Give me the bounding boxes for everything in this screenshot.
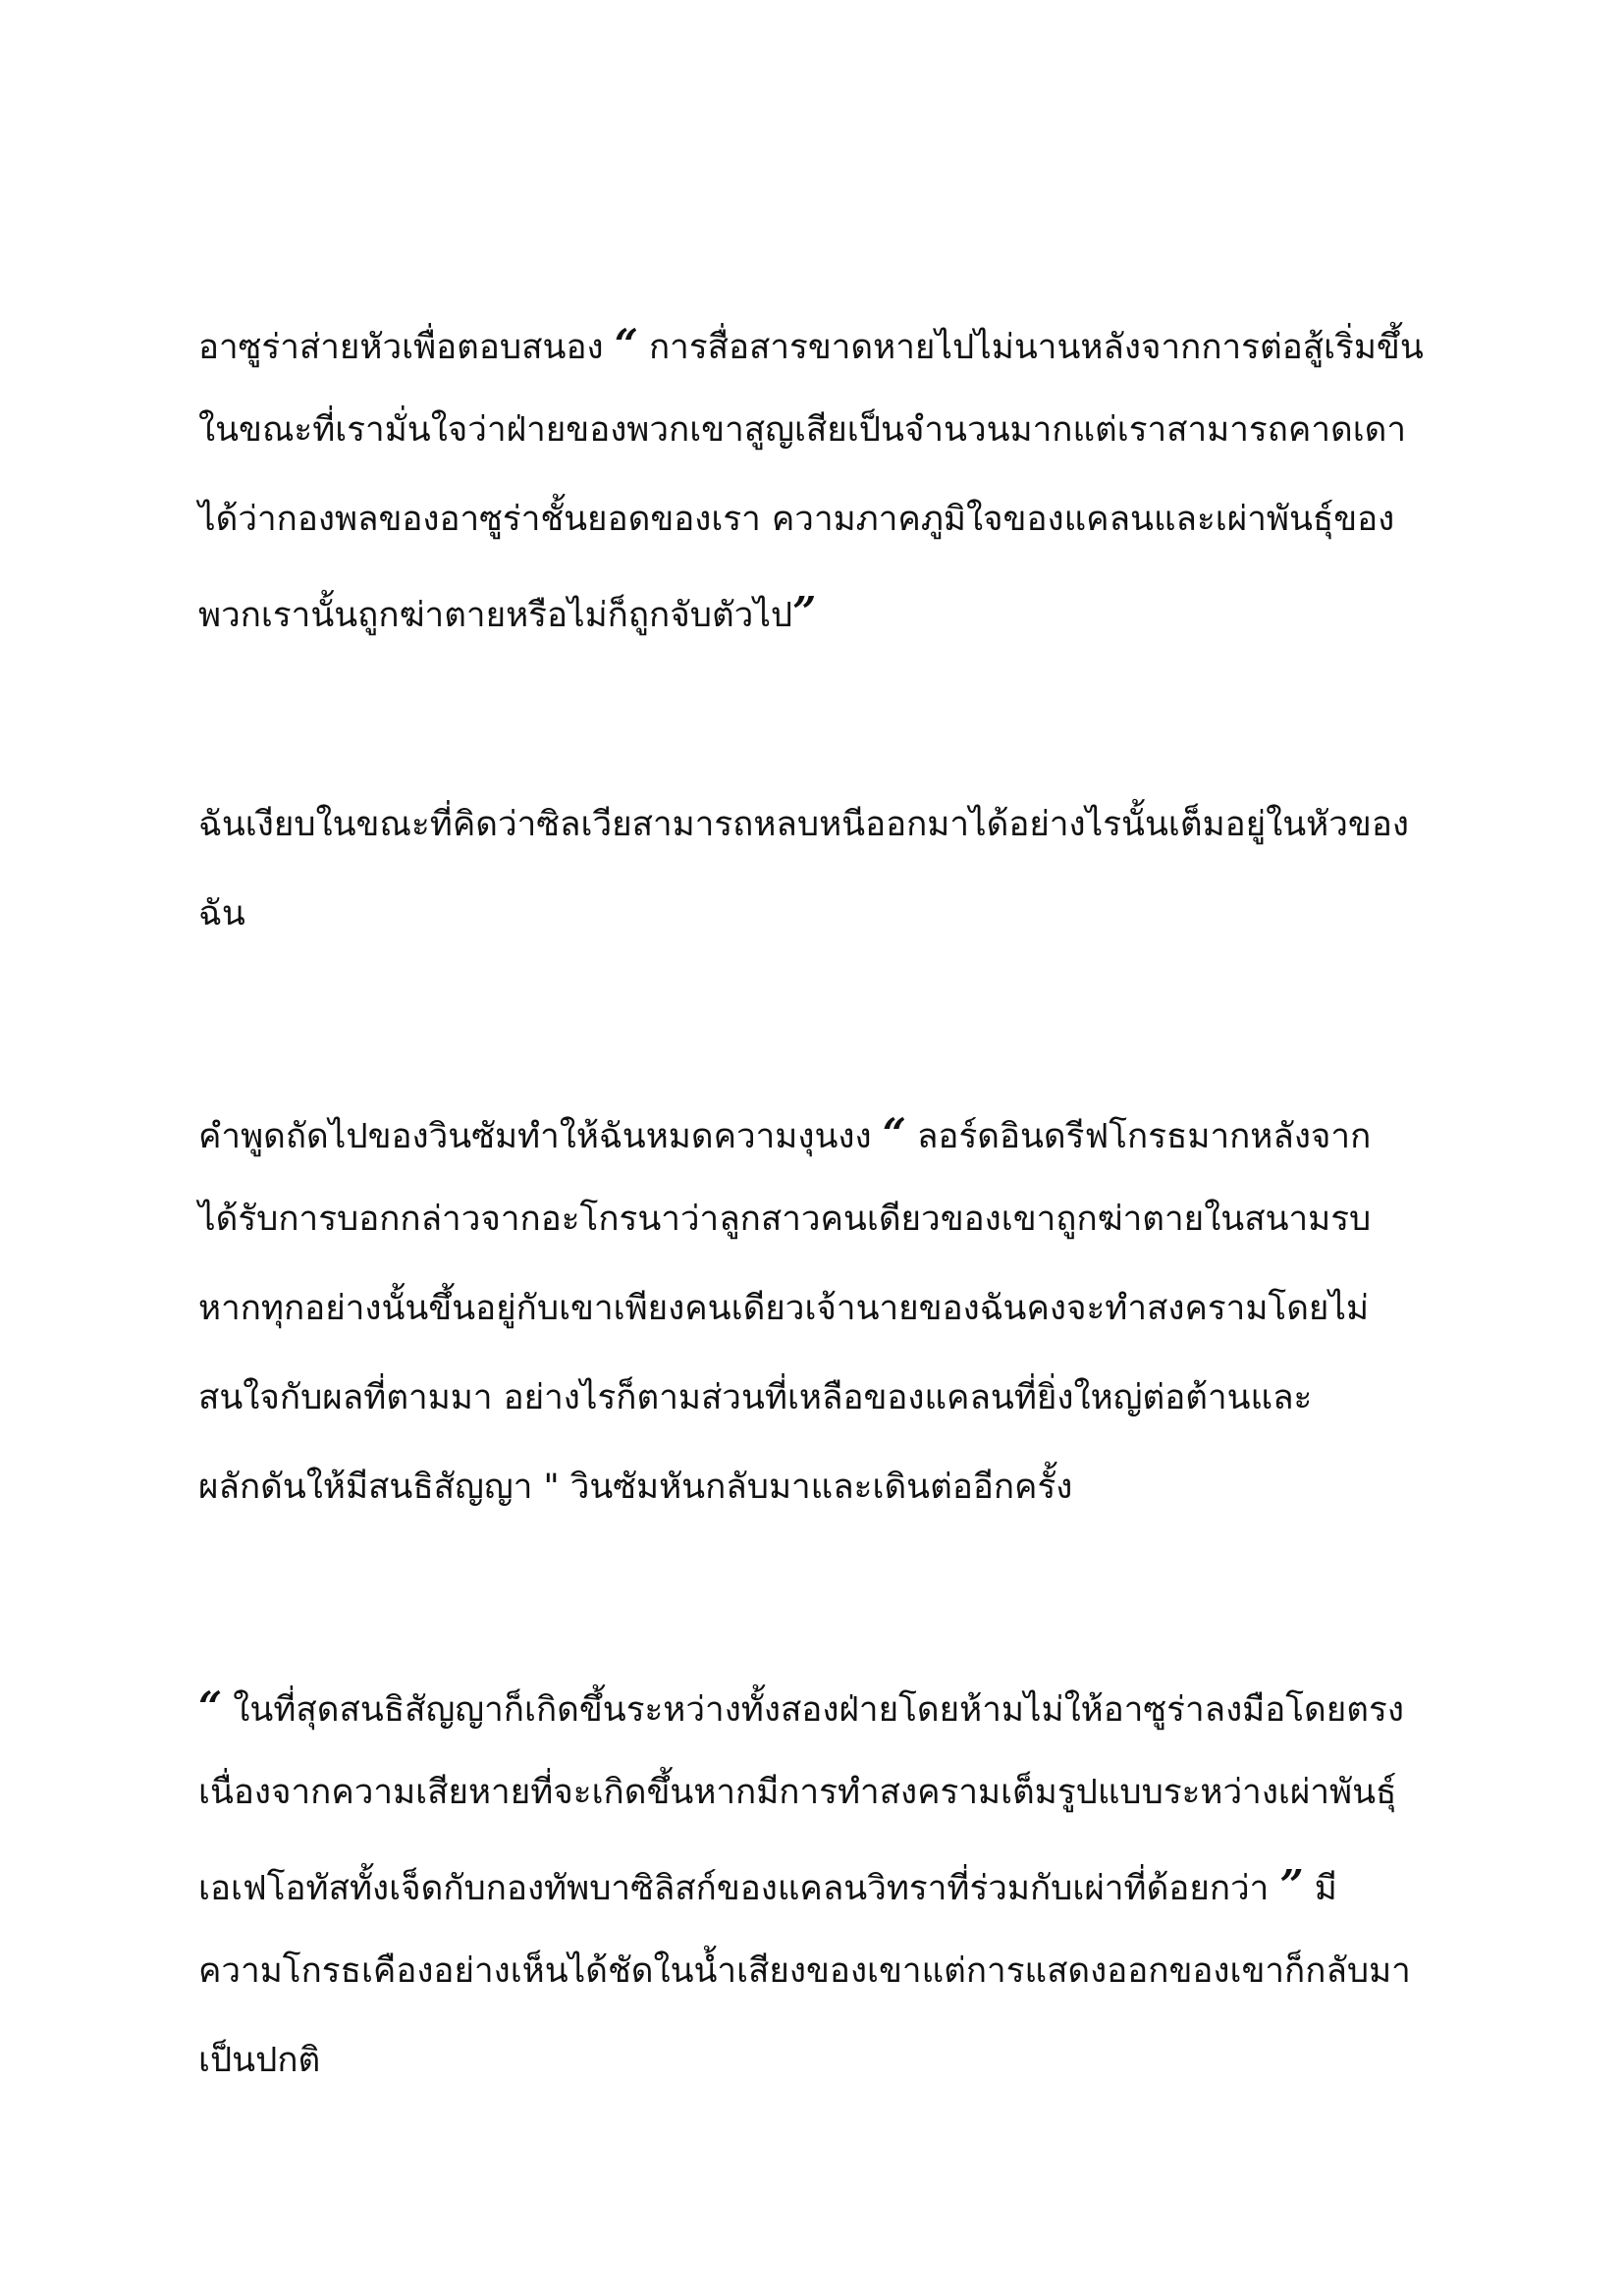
text-line: หากทุกอย่างนั้นขึ้นอยู่กับเขาเพียงคนเดียวเจ้านายของฉันคงจะทำสงครามโดยไม่ bbox=[198, 1289, 1370, 1328]
text-line: ฉัน bbox=[198, 894, 245, 934]
text-line: อาซูร่าส่ายหัวเพื่อตอบสนอง “ การสื่อสารขาดหายไปไม่นานหลังจากการต่อสู้เริ่มขึ้น bbox=[198, 320, 1424, 368]
open-quote-mark: “ bbox=[882, 1109, 906, 1157]
text-line: “ ในที่สุดสนธิสัญญาก็เกิดขึ้นระหว่างทั้งสองฝ่ายโดยห้ามไม่ให้อาซูร่าลงมือโดยตรง bbox=[198, 1682, 1404, 1731]
text-line: ผลักดันให้มีสนธิสัญญา " วินซัมหันกลับมาและเดินต่ออีกครั้ง bbox=[198, 1468, 1073, 1507]
text-line: เนื่องจากความเสียหายที่จะเกิดขึ้นหากมีการทำสงครามเต็มรูปแบบระหว่างเผ่าพันธุ์ bbox=[198, 1773, 1397, 1812]
text-line: ความโกรธเคืองอย่างเห็นได้ชัดในน้ำเสียงของเขาแต่การแสดงออกของเขาก็กลับมา bbox=[198, 1951, 1411, 1991]
text-line: คำพูดถัดไปของวินซัมทำให้ฉันหมดความงุนงง “ ลอร์ดอินดรีฟโกรธมากหลังจาก bbox=[198, 1109, 1372, 1157]
text-line: ฉันเงียบในขณะที่คิดว่าซิลเวียสามารถหลบหนีออกมาได้อย่างไรนั้นเต็มอยู่ในหัวของ bbox=[198, 805, 1409, 844]
open-quote-mark: “ bbox=[198, 1682, 223, 1731]
text-line: ในขณะที่เรามั่นใจว่าฝ่ายของพวกเขาสูญเสียเป็นจำนวนมากแต่เราสามารถคาดเดา bbox=[198, 410, 1407, 450]
text-line: สนใจกับผลที่ตามมา อย่างไรก็ตามส่วนที่เหลือของแคลนที่ยิ่งใหญ่ต่อต้านและ bbox=[198, 1378, 1313, 1417]
text-line: เป็นปกติ bbox=[198, 2041, 321, 2080]
text-line: เอเฟโอทัสทั้งเจ็ดกับกองทัพบาซิลิสก์ของแคลนวิทราที่ร่วมกับเผ่าที่ด้อยกว่า ” มี bbox=[198, 1861, 1337, 1909]
text-line: พวกเรานั้นถูกฆ่าตายหรือไม่ก็ถูกจับตัวไป” bbox=[198, 588, 817, 636]
text-line: ได้รับการบอกกล่าวจากอะโกรนาว่าลูกสาวคนเดียวของเขาถูกฆ่าตายในสนามรบ bbox=[198, 1200, 1372, 1239]
close-quote-mark: ” bbox=[792, 588, 817, 636]
text-line: ได้ว่ากองพลของอาซูร่าชั้นยอดของเรา ความภาคภูมิใจของแคลนและเผ่าพันธุ์ของ bbox=[198, 500, 1395, 539]
close-quote-mark: ” bbox=[1279, 1861, 1304, 1909]
open-quote-mark: “ bbox=[614, 320, 638, 368]
